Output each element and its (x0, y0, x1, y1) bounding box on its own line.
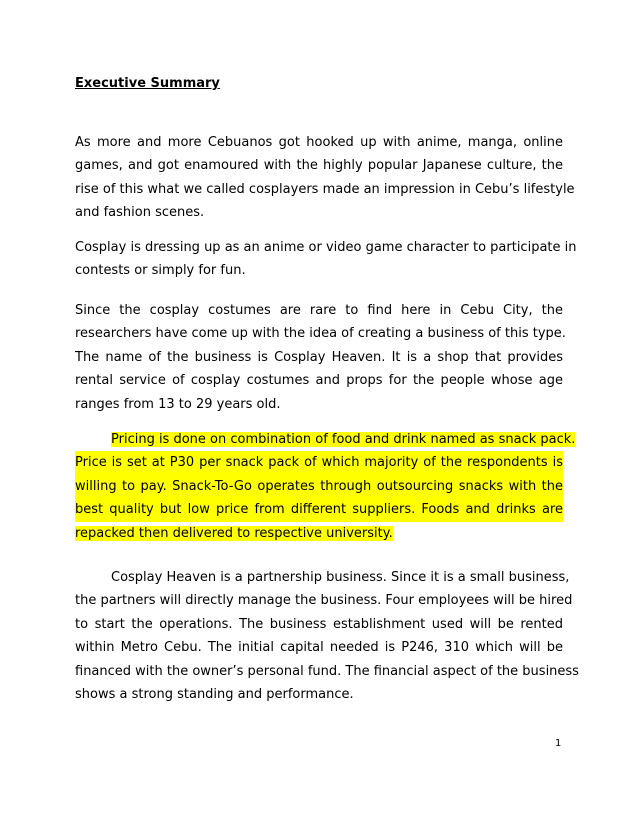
page-number: 1 (555, 738, 562, 749)
paragraph-definition (75, 236, 577, 283)
text-line: Since the cosplay costumes are rare to find here in Cebu City, the (75, 303, 563, 318)
text-line: the partners will directly manage the business. Four employees will be hired (75, 593, 573, 609)
text-line: contests or simply for fun. (75, 263, 246, 279)
text-line: rental service of cosplay costumes and props for the people whose age (75, 373, 563, 389)
text-line: rise of this what we called cosplayers made an impression in Cebu’s lifestyle (75, 181, 575, 197)
text-line: within Metro Cebu. The initial capital needed is P246, 310 which will be (75, 640, 563, 656)
highlight-mark: Pricing is done on combination of food and drink named as snack pack. (111, 432, 576, 447)
highlight-mark: repacked then delivered to respective university. (75, 525, 393, 541)
paragraph-partnership (75, 566, 579, 706)
text-line: and fashion scenes. (75, 205, 205, 221)
text-line: financed with the owner’s personal fund. The financial aspect of the business (75, 663, 579, 679)
highlighted-line: best quality but low price from different suppliers. Foods and drinks are (75, 498, 563, 521)
paragraph-business-idea (75, 299, 566, 416)
highlighted-line: willing to pay. Snack-To-Go operates through outsourcing snacks with the (75, 475, 563, 498)
text-line: games, and got enamoured with the highly popular Japanese culture, the (75, 158, 563, 174)
text-line: to start the operations. The business establishment used will be rented (75, 616, 563, 632)
text-line: Cosplay is dressing up as an anime or video game character to participate in (75, 240, 577, 255)
highlighted-line (75, 522, 563, 545)
paragraph-pricing-highlighted (75, 428, 576, 545)
section-heading: Executive Summary (75, 76, 220, 91)
text-line: As more and more Cebuanos got hooked up with anime, manga, online (75, 135, 563, 150)
paragraph-intro (75, 131, 575, 225)
text-line: Cosplay Heaven is a partnership business. Since it is a small business, (111, 570, 570, 585)
highlighted-line (75, 428, 576, 451)
text-line: The name of the business is Cosplay Heaven. It is a shop that provides (75, 349, 563, 365)
text-line: researchers have come up with the idea of creating a business of this type. (75, 326, 566, 342)
highlighted-line: Price is set at P30 per snack pack of which majority of the respondents is (75, 451, 563, 474)
text-line: shows a strong standing and performance. (75, 687, 354, 703)
text-line: ranges from 13 to 29 years old. (75, 396, 281, 412)
